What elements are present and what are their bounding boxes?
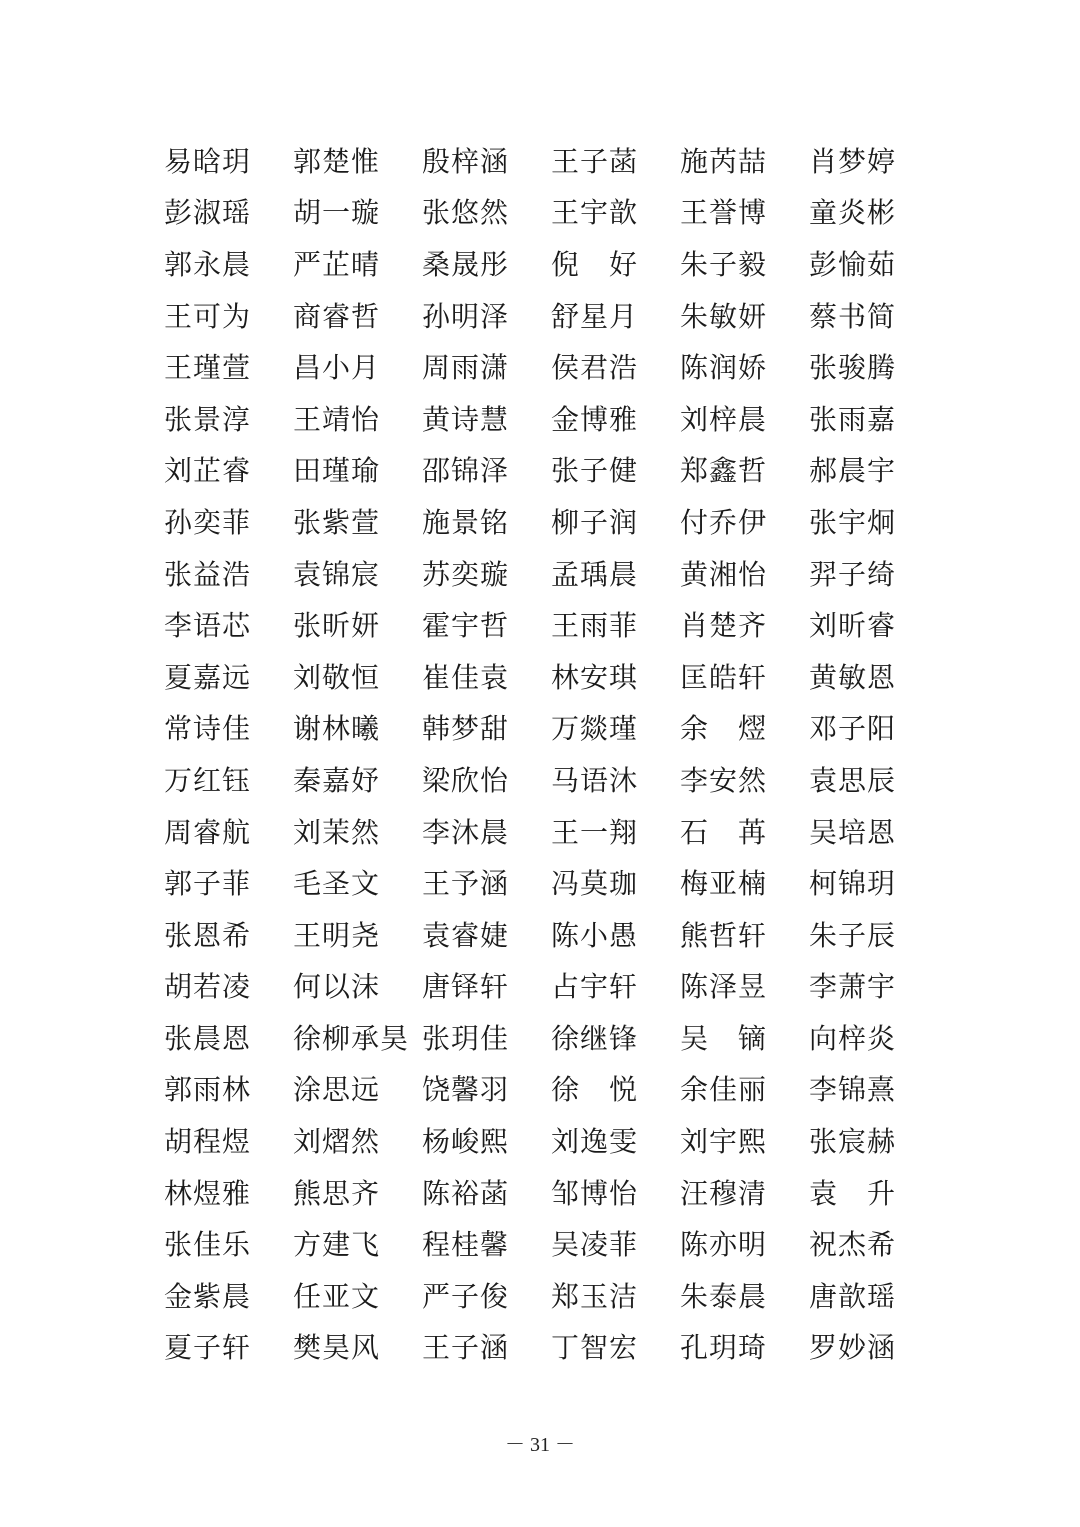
- name-entry: 张子健: [551, 454, 639, 488]
- name-entry: 饶馨羽: [422, 1073, 510, 1107]
- name-entry: 朱子毅: [680, 247, 768, 281]
- name-entry: 万红钰: [164, 763, 252, 797]
- name-entry: 熊思齐: [293, 1176, 381, 1210]
- name-entry: 汪穆清: [680, 1176, 768, 1210]
- name-entry: 李沐晨: [422, 815, 510, 849]
- name-entry: 唐歆瑶: [809, 1279, 897, 1313]
- name-entry: 王予涵: [422, 867, 510, 901]
- name-entry: 商睿哲: [293, 299, 381, 333]
- name-entry: 刘逸雯: [551, 1125, 639, 1159]
- name-entry: 何以沫: [293, 970, 381, 1004]
- name-entry: 徐继锋: [551, 1021, 639, 1055]
- name-entry: 刘宇熙: [680, 1125, 768, 1159]
- name-entry: 王誉博: [680, 196, 768, 230]
- name-entry: 侯君浩: [551, 351, 639, 385]
- name-entry: 金紫晨: [164, 1279, 252, 1313]
- name-entry: 常诗佳: [164, 712, 252, 746]
- name-entry: 韩梦甜: [422, 712, 510, 746]
- name-entry: 余 熤: [680, 712, 768, 746]
- name-entry: 祝杰希: [809, 1228, 897, 1262]
- name-entry: 涂思远: [293, 1073, 381, 1107]
- name-entry: 王宇歆: [551, 196, 639, 230]
- name-entry: 袁锦宸: [293, 557, 381, 591]
- name-entry: 彭淑瑶: [164, 196, 252, 230]
- name-entry: 孙奕菲: [164, 505, 252, 539]
- name-entry: 任亚文: [293, 1279, 381, 1313]
- name-entry: 唐铎轩: [422, 970, 510, 1004]
- name-entry: 杨峻熙: [422, 1125, 510, 1159]
- name-entry: 秦嘉妤: [293, 763, 381, 797]
- name-entry: 胡一璇: [293, 196, 381, 230]
- name-entry: 施芮喆: [680, 144, 768, 178]
- name-entry: 袁思辰: [809, 763, 897, 797]
- name-entry: 胡若凌: [164, 970, 252, 1004]
- name-entry: 黄敏恩: [809, 660, 897, 694]
- name-entry: 崔佳袁: [422, 660, 510, 694]
- name-entry: 胡程煜: [164, 1125, 252, 1159]
- name-entry: 郭雨林: [164, 1073, 252, 1107]
- name-entry: 殷梓涵: [422, 144, 510, 178]
- name-entry: 张益浩: [164, 557, 252, 591]
- name-entry: 张景淳: [164, 402, 252, 436]
- name-entry: 王一翔: [551, 815, 639, 849]
- name-entry: 张悠然: [422, 196, 510, 230]
- name-entry: 朱泰晨: [680, 1279, 768, 1313]
- name-entry: 彭愉茹: [809, 247, 897, 281]
- name-entry: 王雨菲: [551, 609, 639, 643]
- name-entry: 李锦熹: [809, 1073, 897, 1107]
- name-entry: 刘梓晨: [680, 402, 768, 436]
- name-entry: 向梓炎: [809, 1021, 897, 1055]
- name-entry: 田瑾瑜: [293, 454, 381, 488]
- name-entry: 张佳乐: [164, 1228, 252, 1262]
- name-entry: 肖梦婷: [809, 144, 897, 178]
- name-entry: 郝晨宇: [809, 454, 897, 488]
- name-entry: 夏嘉远: [164, 660, 252, 694]
- name-entry: 夏子轩: [164, 1331, 252, 1365]
- name-entry: 熊哲轩: [680, 918, 768, 952]
- name-entry: 林安琪: [551, 660, 639, 694]
- name-entry: 孟瑀晨: [551, 557, 639, 591]
- name-entry: 刘茉然: [293, 815, 381, 849]
- name-entry: 余佳丽: [680, 1073, 768, 1107]
- name-entry: 刘昕睿: [809, 609, 897, 643]
- name-entry: 梅亚楠: [680, 867, 768, 901]
- name-entry: 周睿航: [164, 815, 252, 849]
- name-entry: 易晗玥: [164, 144, 252, 178]
- name-entry: 金博雅: [551, 402, 639, 436]
- name-entry: 邓子阳: [809, 712, 897, 746]
- name-entry: 童炎彬: [809, 196, 897, 230]
- name-entry: 占宇轩: [551, 970, 639, 1004]
- name-entry: 张紫萱: [293, 505, 381, 539]
- name-entry: 吴 镝: [680, 1021, 768, 1055]
- name-entry: 王靖怡: [293, 402, 381, 436]
- name-entry: 刘芷睿: [164, 454, 252, 488]
- name-entry: 石 苒: [680, 815, 768, 849]
- name-entry: 张骏腾: [809, 351, 897, 385]
- name-entry: 王瑾萱: [164, 351, 252, 385]
- name-entry: 万燚瑾: [551, 712, 639, 746]
- name-entry: 施景铭: [422, 505, 510, 539]
- page-number: － 31 －: [505, 1434, 575, 1456]
- name-entry: 方建飞: [293, 1228, 381, 1262]
- name-entry: 苏奕璇: [422, 557, 510, 591]
- name-entry: 昌小月: [293, 351, 381, 385]
- name-entry: 舒星月: [551, 299, 639, 333]
- name-entry: 郭子菲: [164, 867, 252, 901]
- name-entry: 柯锦玥: [809, 867, 897, 901]
- name-entry: 郑鑫哲: [680, 454, 768, 488]
- name-entry: 王子涵: [422, 1331, 510, 1365]
- name-entry: 周雨潇: [422, 351, 510, 385]
- name-entry: 蔡书简: [809, 299, 897, 333]
- name-entry: 倪 好: [551, 247, 639, 281]
- name-entry: 袁睿婕: [422, 918, 510, 952]
- name-entry: 陈亦明: [680, 1228, 768, 1262]
- name-entry: 邹博怡: [551, 1176, 639, 1210]
- name-entry: 严子俊: [422, 1279, 510, 1313]
- name-entry: 吴培恩: [809, 815, 897, 849]
- name-entry: 王子菡: [551, 144, 639, 178]
- name-entry: 吴凌菲: [551, 1228, 639, 1262]
- name-entry: 邵锦泽: [422, 454, 510, 488]
- name-entry: 丁智宏: [551, 1331, 639, 1365]
- name-entry: 毛圣文: [293, 867, 381, 901]
- name-entry: 陈润娇: [680, 351, 768, 385]
- name-entry: 王可为: [164, 299, 252, 333]
- name-entry: 朱子辰: [809, 918, 897, 952]
- name-entry: 孔玥琦: [680, 1331, 768, 1365]
- name-entry: 朱敏妍: [680, 299, 768, 333]
- name-entry: 冯莫珈: [551, 867, 639, 901]
- name-entry: 张恩希: [164, 918, 252, 952]
- name-entry: 匡皓轩: [680, 660, 768, 694]
- name-entry: 郭楚惟: [293, 144, 381, 178]
- name-entry: 李语芯: [164, 609, 252, 643]
- name-entry: 黄湘怡: [680, 557, 768, 591]
- name-entry: 郑玉洁: [551, 1279, 639, 1313]
- name-entry: 霍宇哲: [422, 609, 510, 643]
- name-entry: 张昕妍: [293, 609, 381, 643]
- name-entry: 张宇炯: [809, 505, 897, 539]
- name-entry: 马语沐: [551, 763, 639, 797]
- name-entry: 张雨嘉: [809, 402, 897, 436]
- name-entry: 柳子润: [551, 505, 639, 539]
- name-entry: 桑晟彤: [422, 247, 510, 281]
- name-entry: 羿子绮: [809, 557, 897, 591]
- name-entry: 徐 悦: [551, 1073, 639, 1107]
- name-entry: 李安然: [680, 763, 768, 797]
- name-entry: 徐柳承昊: [293, 1021, 410, 1055]
- name-entry: 黄诗慧: [422, 402, 510, 436]
- name-entry: 付乔伊: [680, 505, 768, 539]
- name-entry: 罗妙涵: [809, 1331, 897, 1365]
- name-entry: 陈裕菡: [422, 1176, 510, 1210]
- name-entry: 张玥佳: [422, 1021, 510, 1055]
- name-entry: 谢林曦: [293, 712, 381, 746]
- name-entry: 梁欣怡: [422, 763, 510, 797]
- name-entry: 肖楚齐: [680, 609, 768, 643]
- name-list-grid: [164, 136, 924, 1374]
- name-entry: 陈小愚: [551, 918, 639, 952]
- name-entry: 陈泽昱: [680, 970, 768, 1004]
- name-entry: 张晨恩: [164, 1021, 252, 1055]
- name-entry: 袁 升: [809, 1176, 897, 1210]
- name-entry: 王明尧: [293, 918, 381, 952]
- name-entry: 刘熠然: [293, 1125, 381, 1159]
- name-entry: 林煜雅: [164, 1176, 252, 1210]
- name-entry: 程桂馨: [422, 1228, 510, 1262]
- name-entry: 郭永晨: [164, 247, 252, 281]
- name-entry: 张宸赫: [809, 1125, 897, 1159]
- name-entry: 李萧宇: [809, 970, 897, 1004]
- name-entry: 孙明泽: [422, 299, 510, 333]
- name-entry: 刘敬恒: [293, 660, 381, 694]
- name-entry: 严芷晴: [293, 247, 381, 281]
- name-entry: 樊昊风: [293, 1331, 381, 1365]
